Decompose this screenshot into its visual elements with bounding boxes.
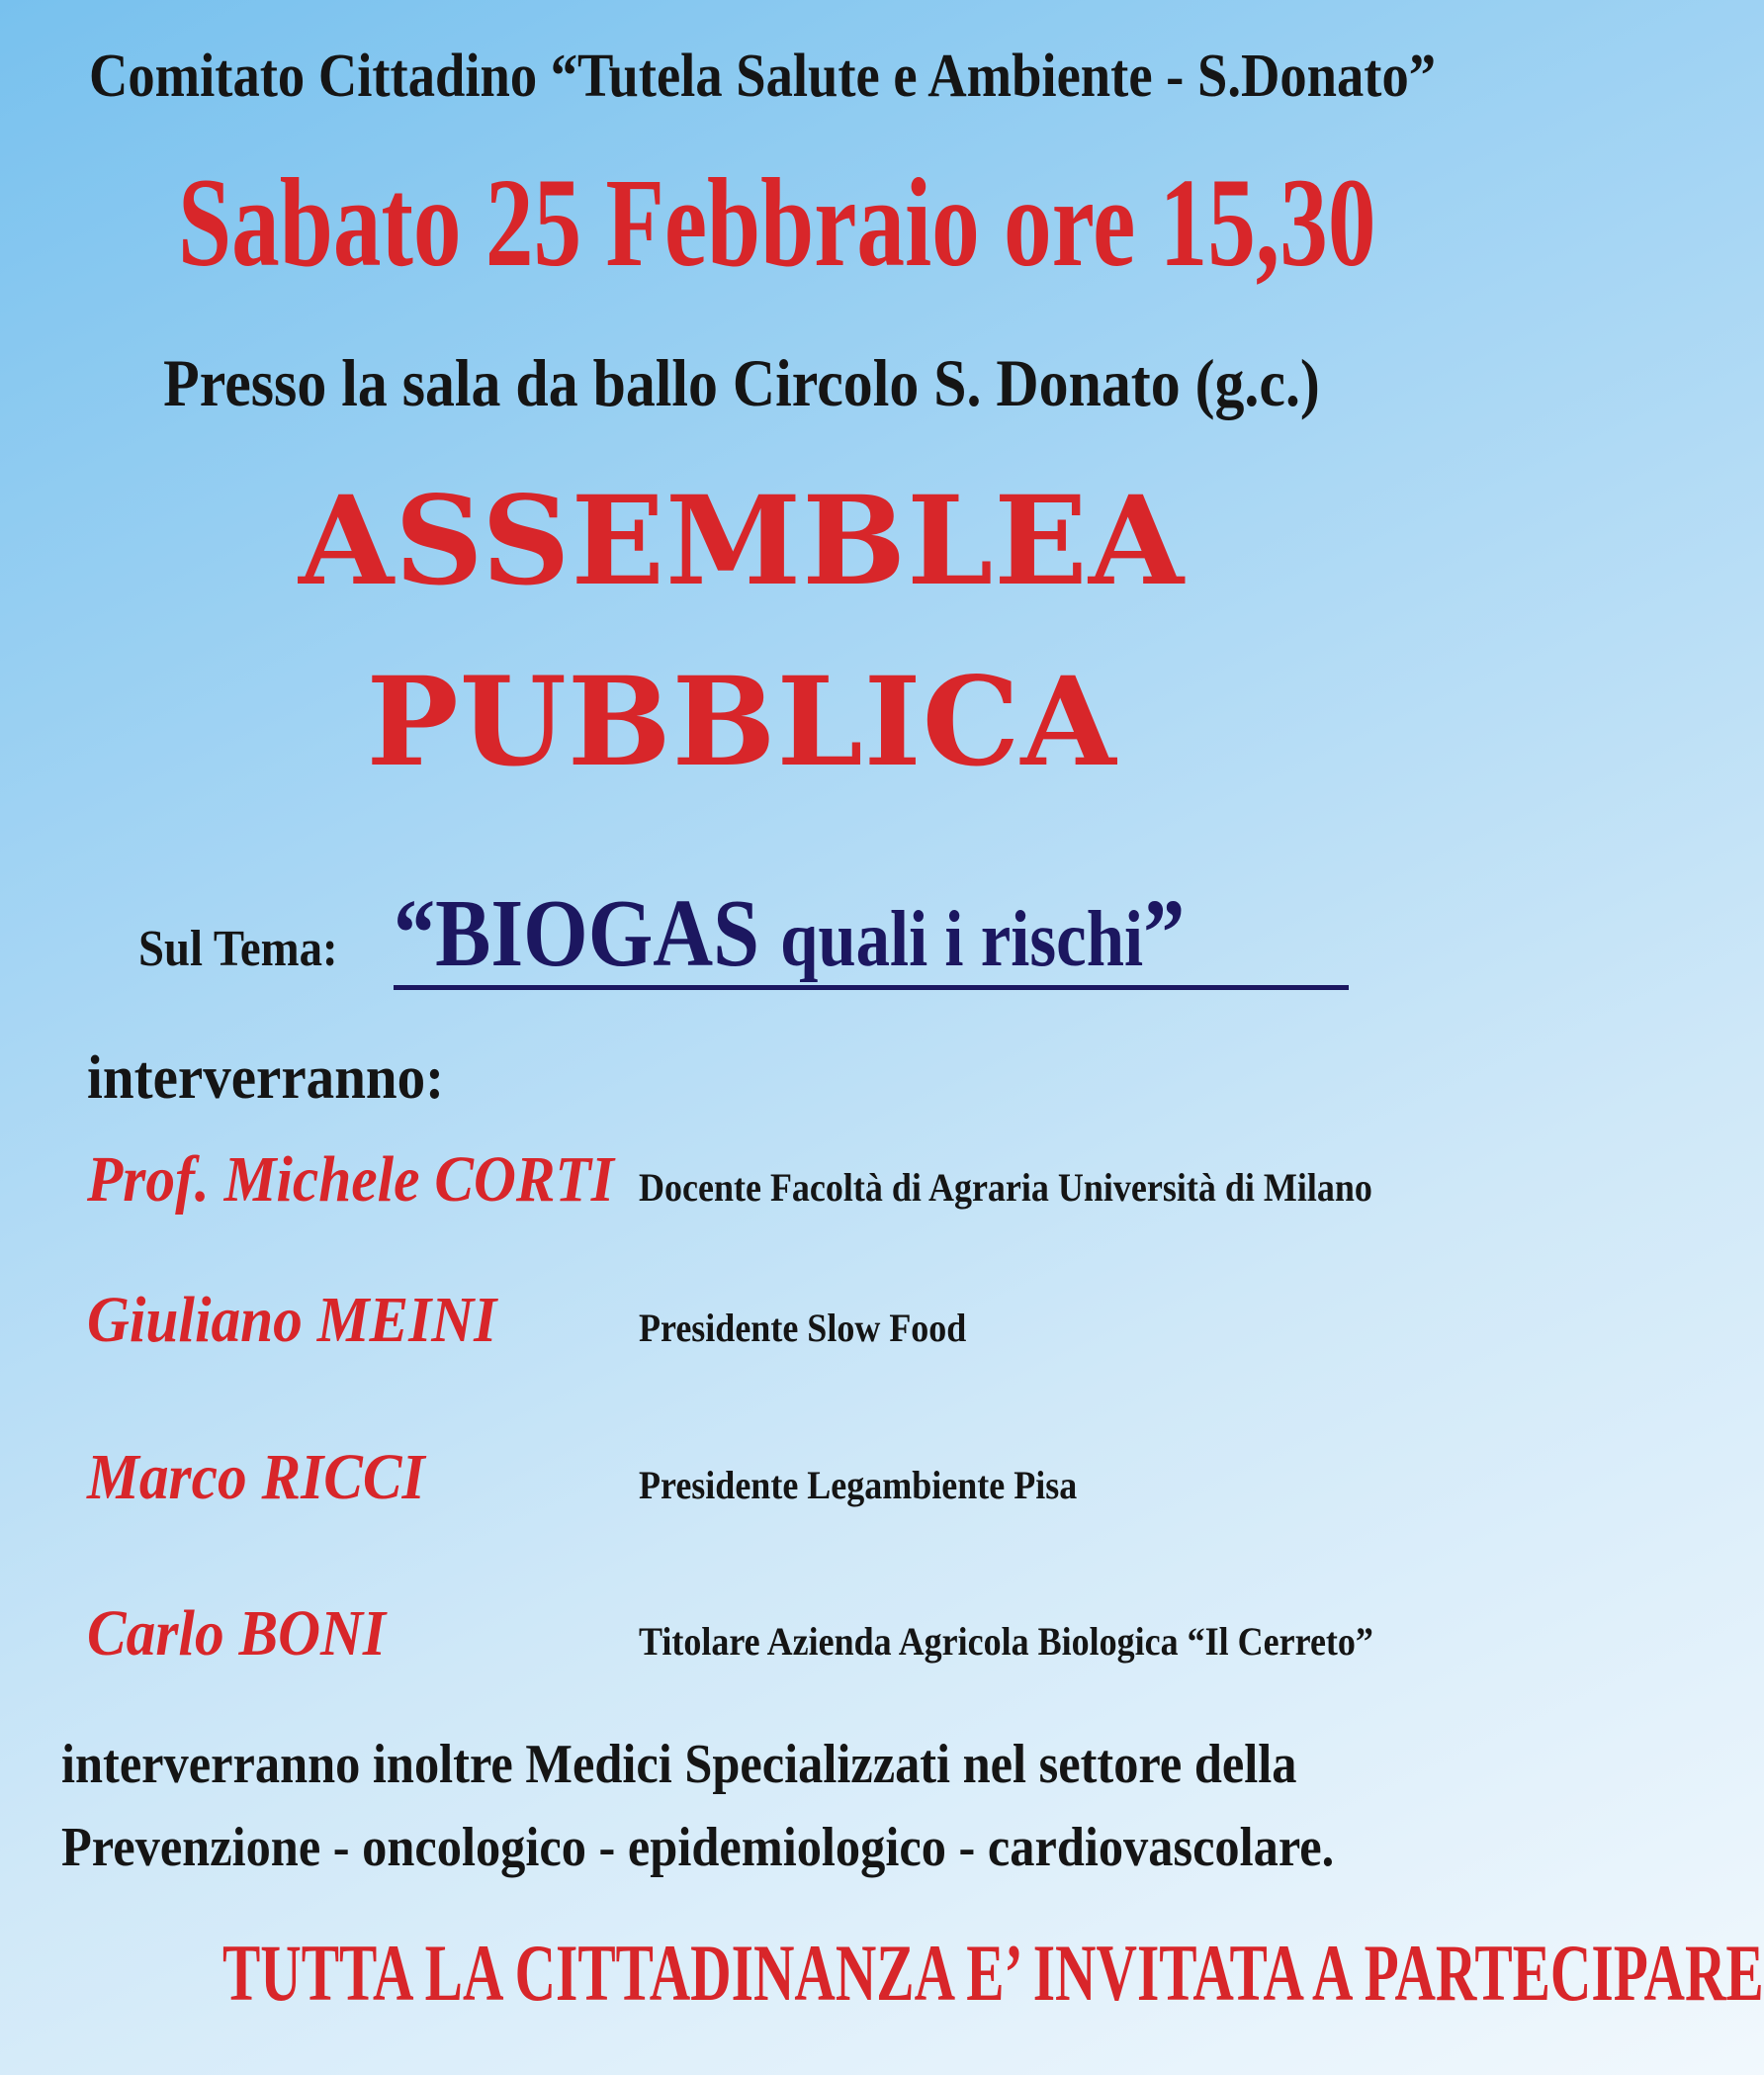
committee-heading: Comitato Cittadino “Tutela Salute e Ambiente - S.Donato” xyxy=(89,43,1437,110)
speaker-role: Presidente Legambiente Pisa xyxy=(639,1463,1078,1507)
theme-underline xyxy=(394,878,1349,990)
speakers-heading: interverranno: xyxy=(87,1044,445,1112)
theme-label: Sul Tema: xyxy=(138,921,338,977)
speaker-name: Carlo BONI xyxy=(87,1597,387,1669)
theme-rest: quali i rischi xyxy=(780,896,1144,983)
speaker-name: Giuliano MEINI xyxy=(87,1284,497,1356)
note-line-1: interverranno inoltre Medici Specializzati nel settore della xyxy=(61,1734,1297,1795)
speaker-name: Marco RICCI xyxy=(87,1441,425,1513)
speaker-name: Prof. Michele CORTI xyxy=(87,1143,614,1216)
note-line-2: Prevenzione - oncologico - epidemiologico - cardiovascolare. xyxy=(61,1817,1335,1878)
title-pubblica: PUBBLICA xyxy=(366,651,1117,794)
theme-keyword: BIOGAS xyxy=(435,880,760,987)
speaker-row xyxy=(0,1596,1483,1685)
speaker-row xyxy=(0,1440,1483,1529)
theme-close-quote: ” xyxy=(1143,880,1186,987)
speaker-row xyxy=(0,1283,1483,1372)
event-venue: Presso la sala da ballo Circolo S. Donato (g.c.) xyxy=(163,345,1320,420)
invitation-banner: TUTTA LA CITTADINANZA E’ INVITATA A PARTECIPARE xyxy=(222,1928,1764,2018)
event-date: Sabato 25 Febbraio ore 15,30 xyxy=(178,152,1376,293)
speaker-role: Titolare Azienda Agricola Biologica “Il Cerreto” xyxy=(639,1619,1373,1664)
title-assemblea: ASSEMBLEA xyxy=(298,470,1186,613)
theme-title xyxy=(394,878,1185,989)
speaker-row xyxy=(0,1142,1483,1231)
speaker-role: Presidente Slow Food xyxy=(639,1306,967,1350)
speaker-role: Docente Facoltà di Agraria Università di Milano xyxy=(639,1165,1372,1210)
theme-open-quote: “ xyxy=(394,880,436,987)
